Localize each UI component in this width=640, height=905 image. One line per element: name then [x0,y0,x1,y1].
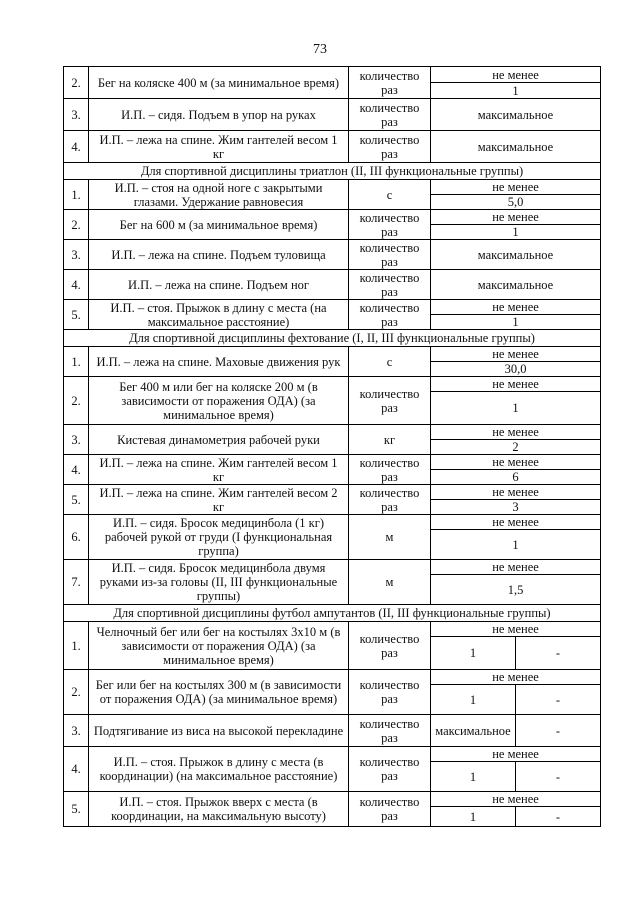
norm-label: не менее [431,622,601,637]
row-number: 4. [64,455,89,485]
exercise-name: И.П. – лежа на спине. Маховые движения рук [89,347,349,377]
norm-value: 1 [431,225,601,240]
unit: количество раз [349,377,431,425]
exercise-name: И.П. – сидя. Бросок медицинбола двумя руками из-за головы (II, III функциональные группы) [89,560,349,605]
exercise-name: И.П. – лежа на спине. Подъем ног [89,270,349,300]
norm-label: не менее [431,485,601,500]
norm-value: 30,0 [431,362,601,377]
unit: количество раз [349,747,431,792]
unit: количество раз [349,485,431,515]
norm-value: 1 [431,83,601,99]
unit: количество раз [349,715,431,747]
unit: количество раз [349,210,431,240]
row-number: 3. [64,425,89,455]
row-number: 5. [64,300,89,330]
unit: количество раз [349,270,431,300]
norm-value: 1 [431,637,516,670]
section-heading-fencing: Для спортивной дисциплины фехтование (I, II, III функциональные группы) [64,330,601,347]
norm-label: не менее [431,792,601,807]
norm-value: 1 [431,762,516,792]
norm-value: 5,0 [431,195,601,210]
norm-label: не менее [431,347,601,362]
exercise-name: И.П. – лежа на спине. Жим гантелей весом 1 кг [89,131,349,163]
exercise-name: И.П. – стоя. Прыжок в длину с места (в координации) (на максимальное расстояние) [89,747,349,792]
unit: кг [349,425,431,455]
norm-value: 2 [431,440,601,455]
unit: количество раз [349,670,431,715]
page-number: 73 [313,42,327,57]
norm-value: 1 [431,392,601,425]
norm-value: 1 [431,807,516,827]
norm-value: максимальное [431,99,601,131]
row-number: 7. [64,560,89,605]
norm-label: не менее [431,425,601,440]
unit: с [349,347,431,377]
exercise-name: И.П. – лежа на спине. Жим гантелей весом 2 кг [89,485,349,515]
norm-label: не менее [431,455,601,470]
unit: количество раз [349,792,431,827]
row-number: 2. [64,210,89,240]
row-number: 5. [64,792,89,827]
unit: количество раз [349,300,431,330]
unit: количество раз [349,131,431,163]
norm-label: не менее [431,747,601,762]
row-number: 1. [64,347,89,377]
unit: количество раз [349,99,431,131]
norm-value: максимальное [431,270,601,300]
norm-value: 1 [431,315,601,330]
unit: количество раз [349,455,431,485]
unit: с [349,180,431,210]
unit: количество раз [349,240,431,270]
norm-dash: - [516,807,601,827]
section-heading-triathlon: Для спортивной дисциплины триатлон (II, III функциональные группы) [64,163,601,180]
norm-dash: - [516,762,601,792]
row-number: 3. [64,715,89,747]
exercise-name: Подтягивание из виса на высокой перекладине [89,715,349,747]
exercise-name: И.П. – стоя. Прыжок в длину с места (на максимальное расстояние) [89,300,349,330]
norm-dash: - [516,715,601,747]
exercise-name: Кистевая динамометрия рабочей руки [89,425,349,455]
row-number: 2. [64,377,89,425]
exercise-name: И.П. – сидя. Подъем в упор на руках [89,99,349,131]
row-number: 1. [64,180,89,210]
norm-label: не менее [431,180,601,195]
row-number: 2. [64,670,89,715]
norm-label: не менее [431,67,601,83]
exercise-name: Бег на коляске 400 м (за минимальное время) [89,67,349,99]
row-number: 3. [64,99,89,131]
row-number: 2. [64,67,89,99]
norm-label: не менее [431,670,601,685]
norm-value: 1 [431,530,601,560]
row-number: 4. [64,270,89,300]
unit: количество раз [349,67,431,99]
norm-value: 3 [431,500,601,515]
exercise-name: И.П. – лежа на спине. Подъем туловища [89,240,349,270]
exercise-name: Челночный бег или бег на костылях 3х10 м (в зависимости от поражения ОДА) (за минимальное время) [89,622,349,670]
exercise-name: Бег 400 м или бег на коляске 200 м (в зависимости от поражения ОДА) (за минимальное время) [89,377,349,425]
exercise-name: И.П. – стоя. Прыжок вверх с места (в координации, на максимальную высоту) [89,792,349,827]
exercise-name: И.П. – сидя. Бросок медицинбола (1 кг) рабочей рукой от груди (I функциональная группа) [89,515,349,560]
norm-value: 1,5 [431,575,601,605]
row-number: 1. [64,622,89,670]
exercise-name: Бег или бег на костылях 300 м (в зависимости от поражения ОДА) (за минимальное время) [89,670,349,715]
row-number: 5. [64,485,89,515]
norm-value: максимальное [431,131,601,163]
section-heading-football: Для спортивной дисциплины футбол ампутантов (II, III функциональные группы) [64,605,601,622]
norm-label: не менее [431,515,601,530]
norm-label: не менее [431,560,601,575]
norm-label: не менее [431,210,601,225]
exercise-name: И.П. – лежа на спине. Жим гантелей весом 1 кг [89,455,349,485]
norm-label: не менее [431,300,601,315]
unit: м [349,560,431,605]
exercise-name: Бег на 600 м (за минимальное время) [89,210,349,240]
exercise-name: И.П. – стоя на одной ноге с закрытыми глазами. Удержание равновесия [89,180,349,210]
norm-label: не менее [431,377,601,392]
norm-value: максимальное [431,240,601,270]
standards-table [63,66,601,827]
norm-dash: - [516,637,601,670]
row-number: 3. [64,240,89,270]
unit: м [349,515,431,560]
row-number: 4. [64,747,89,792]
row-number: 6. [64,515,89,560]
norm-value: 6 [431,470,601,485]
unit: количество раз [349,622,431,670]
norm-value: максимальное [431,715,516,747]
row-number: 4. [64,131,89,163]
norm-dash: - [516,685,601,715]
norm-value: 1 [431,685,516,715]
